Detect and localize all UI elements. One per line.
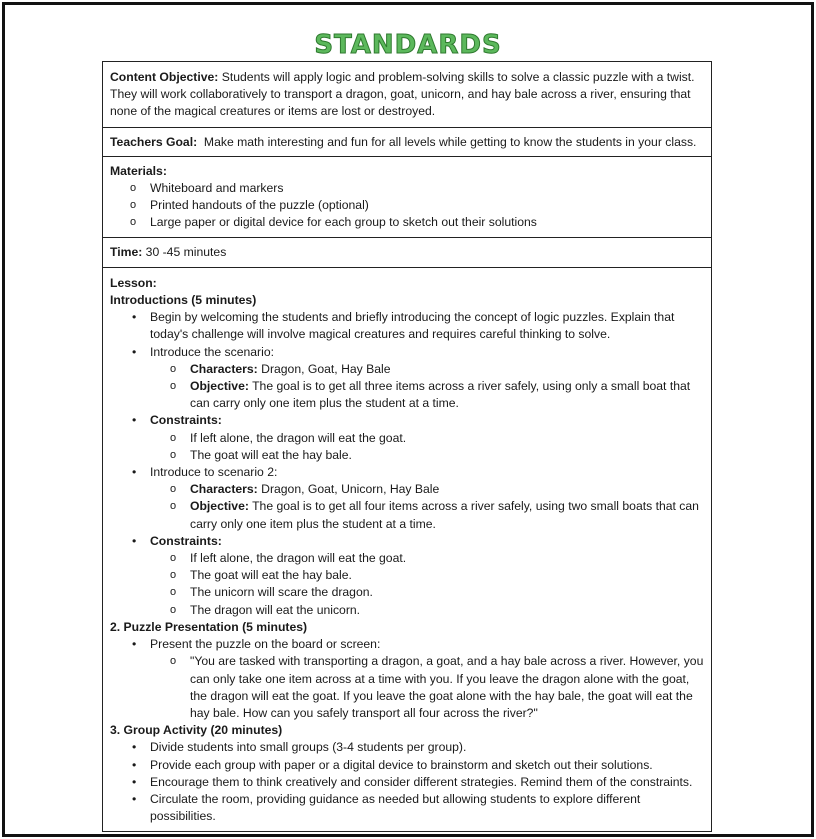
content-objective-row <box>103 62 711 128</box>
materials-label: Materials: <box>110 163 167 178</box>
list-item: o If left alone, the dragon will eat the goat. <box>170 551 407 566</box>
list-item: o The goat will eat the hay bale. <box>170 447 352 462</box>
list-item: o Characters: Dragon, Goat, Unicorn, Hay Bale <box>170 482 440 497</box>
teachers-goal-row <box>103 128 711 157</box>
list-item: • Constraints: <box>132 413 222 428</box>
group-heading: 3. Group Activity (20 minutes) <box>110 723 283 738</box>
puzzle-heading: 2. Puzzle Presentation (5 minutes) <box>110 619 308 634</box>
list-item: o If left alone, the dragon will eat the goat. <box>170 430 407 445</box>
list-item: • Begin by welcoming the students and briefly introducing the concept of logic puzzles. Explain that today's challenge will involve magical creatures and requires careful thinking to solve. <box>132 310 675 342</box>
list-item: • Introduce the scenario: <box>132 344 274 359</box>
list-item: • Encourage them to think creatively and consider different strategies. Remind them of the constraints. <box>132 774 693 789</box>
list-item: o Objective: The goal is to get all three items across a river safely, using only a small boat that can carry only one item plus the student at a time. <box>170 379 691 411</box>
list-item: • Present the puzzle on the board or screen: <box>132 637 381 652</box>
list-item: • Introduce to scenario 2: <box>132 465 278 480</box>
teachers-goal-text: Make math interesting and fun for all levels while getting to know the students in your class. <box>197 134 697 149</box>
materials-item: o Printed handouts of the puzzle (optional) <box>130 198 369 213</box>
list-item: • Circulate the room, providing guidance as needed but allowing students to explore different possibilities. <box>132 791 641 824</box>
list-item: • Constraints: <box>132 533 222 548</box>
lesson-label: Lesson: <box>110 275 157 290</box>
intro-list <box>110 309 704 619</box>
materials-item: o Large paper or digital device for each group to sketch out their solutions <box>130 215 537 230</box>
list-item: o The goat will eat the hay bale. <box>170 568 352 583</box>
list-item: o The dragon will eat the unicorn. <box>170 602 361 617</box>
list-item: • Provide each group with paper or a digital device to brainstorm and sketch out their solutions. <box>132 757 653 772</box>
time-label: Time: <box>110 244 143 259</box>
page-title: STANDARDS <box>314 30 502 60</box>
standards-table <box>102 61 712 832</box>
content-objective-label: Content Objective: <box>110 70 219 84</box>
lesson-row <box>103 268 711 832</box>
time-text: 30 -45 minutes <box>142 244 227 259</box>
list-item: o Characters: Dragon, Goat, Hay Bale <box>170 361 391 376</box>
list-item: o Objective: The goal is to get all four items across a river safely, using two small boats that can carry only one item plus the student at a time. <box>170 499 699 531</box>
teachers-goal-label: Teachers Goal: <box>110 134 198 149</box>
list-item: o The unicorn will scare the dragon. <box>170 585 373 600</box>
list-item: o "You are tasked with transporting a dragon, a goat, and a hay bale across a river. However, you can only take one item across at a time with you. If you leave the dragon alone with the goat, the dragon will eat the goat. If you leave the goat alone with the hay bale, the goat will eat the hay bale. How can you safely transport all four across the river?" <box>170 654 704 720</box>
intro-heading: Introductions (5 minutes) <box>110 293 257 308</box>
materials-item: o Whiteboard and markers <box>130 181 284 196</box>
time-row <box>103 238 711 268</box>
materials-list <box>110 180 704 232</box>
content-objective-text: Students will apply logic and problem-solving skills to solve a classic puzzle with a twist. They will work collaboratively to transport a dragon, goat, unicorn, and hay bale across a river, ensuring that none of the magical creatures or items are lost or destroyed. <box>110 70 695 119</box>
list-item: • Divide students into small groups (3-4 students per group). <box>132 740 467 755</box>
puzzle-list <box>110 636 704 722</box>
group-list <box>110 739 704 825</box>
materials-row <box>103 157 711 238</box>
